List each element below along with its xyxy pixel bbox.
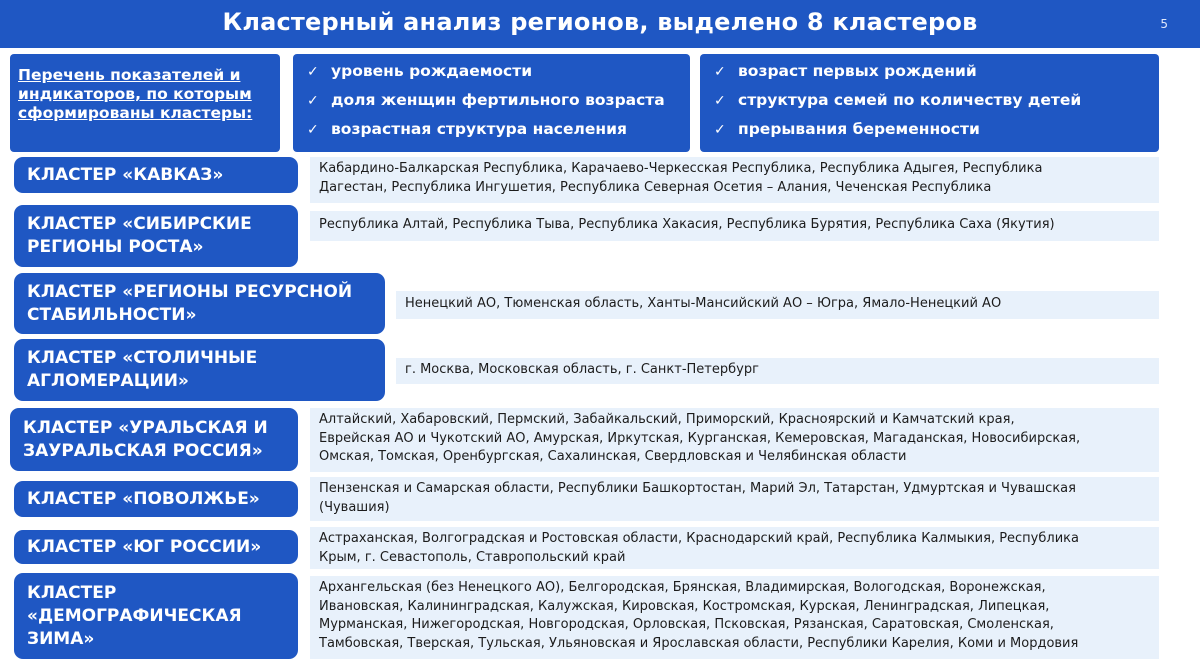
indicator-text: доля женщин фертильного возраста xyxy=(331,91,665,109)
cluster-regions-winter: Архангельская (без Ненецкого АО), Белгородская, Брянская, Владимирская, Вологодская, Воронежская, Ивановская, Калининградская, Калужская, Кировская, Костромская, Курская, Ленинградская, Липецкая, Мурманская, Нижегородская, Новгородская, Орловская, Псковская, Рязанская, Саратовская, Смоленская, Тамбовская, Тверская, Тульская, Ульяновская и Ярославская области, Республики Карелия, Коми и Мордовия xyxy=(310,576,1159,659)
slide-number: 5 xyxy=(1160,17,1168,31)
cluster-label-volga: КЛАСТЕР «ПОВОЛЖЬЕ» xyxy=(14,481,298,517)
indicator-text: возраст первых рождений xyxy=(738,62,977,80)
cluster-label-winter: КЛАСТЕР «ДЕМОГРАФИЧЕСКАЯ ЗИМА» xyxy=(14,573,298,659)
indicator-text: возрастная структура населения xyxy=(331,120,627,138)
cluster-regions-south: Астраханская, Волгоградская и Ростовская области, Краснодарский край, Республика Калмыкия, Республика Крым, г. Севастополь, Ставропольский край xyxy=(310,527,1159,569)
indicator-item xyxy=(307,118,690,147)
indicators-label-box xyxy=(10,54,280,152)
indicator-item xyxy=(714,89,1159,118)
indicator-text: уровень рождаемости xyxy=(331,62,533,80)
check-icon: ✓ xyxy=(307,93,319,109)
indicators-column-1 xyxy=(293,54,690,152)
check-icon: ✓ xyxy=(307,122,319,138)
check-icon: ✓ xyxy=(714,122,726,138)
cluster-label-south: КЛАСТЕР «ЮГ РОССИИ» xyxy=(14,530,298,564)
cluster-label-siberian: КЛАСТЕР «СИБИРСКИЕ РЕГИОНЫ РОСТА» xyxy=(14,205,298,267)
cluster-regions-ural: Алтайский, Хабаровский, Пермский, Забайкальский, Приморский, Красноярский и Камчатский края, Еврейская АО и Чукотский АО, Амурская, Иркутская, Курганская, Кемеровская, Магаданская, Новосибирская, Омская, Томская, Оренбургская, Сахалинская, Свердловская и Челябинская области xyxy=(310,408,1159,472)
slide-header xyxy=(0,0,1200,48)
indicators-column-2 xyxy=(700,54,1159,152)
indicator-text: структура семей по количеству детей xyxy=(738,91,1082,109)
indicator-item xyxy=(307,89,690,118)
indicator-item xyxy=(307,60,690,89)
indicator-item xyxy=(714,118,1159,147)
check-icon: ✓ xyxy=(714,64,726,80)
cluster-label-caucasus: КЛАСТЕР «КАВКАЗ» xyxy=(14,157,298,193)
cluster-regions-resource: Ненецкий АО, Тюменская область, Ханты-Мансийский АО – Югра, Ямало-Ненецкий АО xyxy=(396,291,1159,319)
check-icon: ✓ xyxy=(307,64,319,80)
cluster-regions-siberian: Республика Алтай, Республика Тыва, Республика Хакасия, Республика Бурятия, Республика Саха (Якутия) xyxy=(310,211,1159,241)
cluster-regions-volga: Пензенская и Самарская области, Республики Башкортостан, Марий Эл, Татарстан, Удмуртская и Чувашская (Чувашия) xyxy=(310,477,1159,521)
cluster-label-capital: КЛАСТЕР «СТОЛИЧНЫЕ АГЛОМЕРАЦИИ» xyxy=(14,339,385,401)
slide-title: Кластерный анализ регионов, выделено 8 кластеров xyxy=(222,8,978,36)
cluster-regions-caucasus: Кабардино-Балкарская Республика, Карачаево-Черкесская Республика, Республика Адыгея, Республика Дагестан, Республика Ингушетия, Республика Северная Осетия – Алания, Чеченская Республика xyxy=(310,157,1159,203)
indicator-item xyxy=(714,60,1159,89)
indicators-label: Перечень показателей и индикаторов, по которым сформированы кластеры: xyxy=(18,66,253,122)
cluster-regions-capital: г. Москва, Московская область, г. Санкт-Петербург xyxy=(396,358,1159,384)
cluster-label-resource: КЛАСТЕР «РЕГИОНЫ РЕСУРСНОЙ СТАБИЛЬНОСТИ» xyxy=(14,273,385,334)
check-icon: ✓ xyxy=(714,93,726,109)
indicator-text: прерывания беременности xyxy=(738,120,980,138)
cluster-label-ural: КЛАСТЕР «УРАЛЬСКАЯ И ЗАУРАЛЬСКАЯ РОССИЯ» xyxy=(10,408,298,471)
